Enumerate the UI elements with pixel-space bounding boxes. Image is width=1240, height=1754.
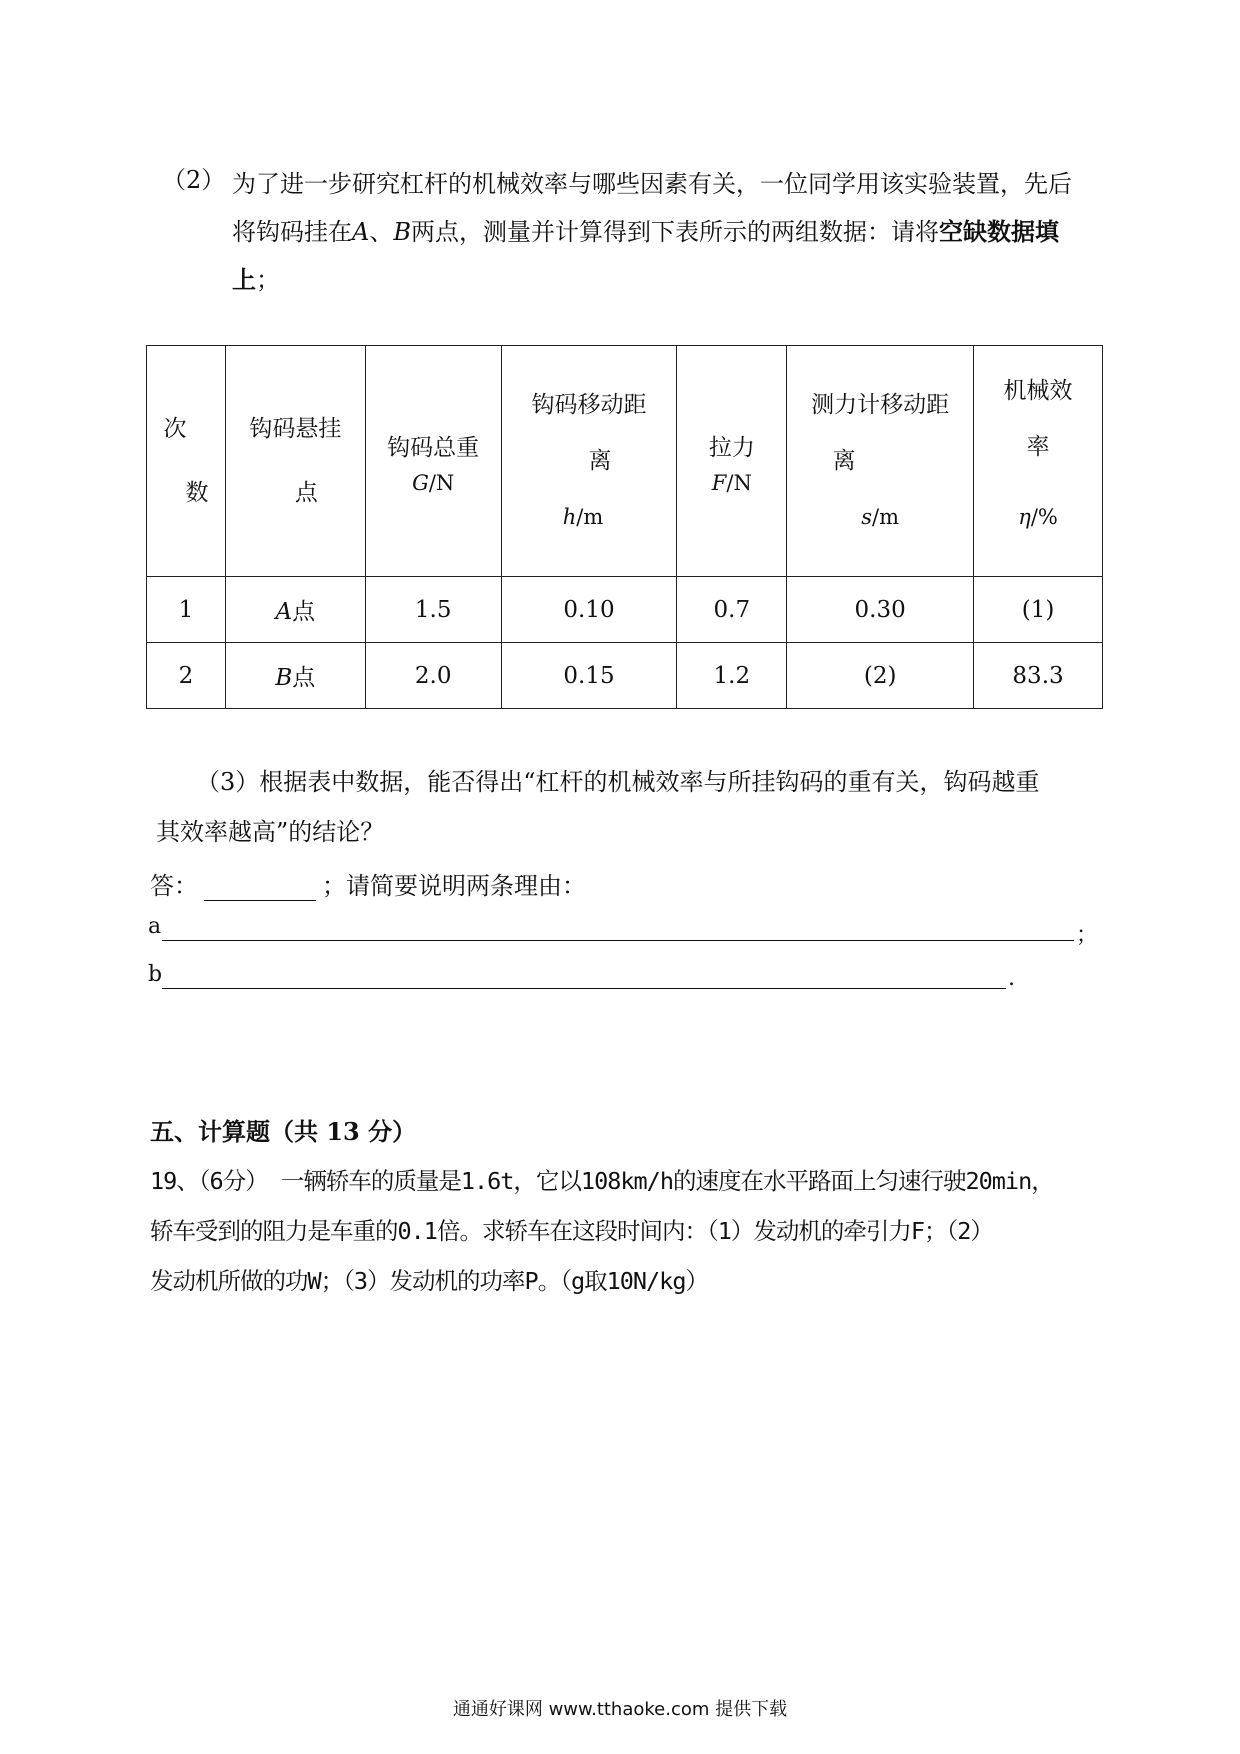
header-text: 点 <box>294 480 318 506</box>
cell-hang-point <box>225 643 365 709</box>
header-unit <box>787 489 973 545</box>
problem-19-line-2: 轿车受到的阻力是车重的0.1倍。求轿车在这段时间内：（1）发动机的牵引力F；（2） <box>150 1217 993 1245</box>
text-segment: 将钩码挂在 <box>232 218 352 246</box>
problem-19-line-1: 19、（6分） 一辆轿车的质量是1.6t，它以108km/h的速度在水平路面上匀速行驶20min， <box>150 1167 1054 1195</box>
header-text: 测力计移动距 <box>811 392 950 418</box>
cell-height: 0.15 <box>501 643 677 709</box>
header-hang-point <box>225 346 365 577</box>
unit-symbol: s <box>861 505 873 529</box>
point-text: 点 <box>292 599 316 625</box>
answer-line <box>150 866 586 901</box>
text-segment: ； <box>256 266 280 294</box>
header-text: 钩码悬挂 <box>249 416 342 442</box>
header-text: 数 <box>185 480 209 506</box>
question-3-line-1: （3）根据表中数据，能否得出“杠杆的机械效率与所挂钩码的重有关，钩码越重 <box>196 768 1040 796</box>
header-distance <box>787 346 974 577</box>
point-text: 点 <box>292 665 316 691</box>
unit-symbol: G <box>412 471 429 495</box>
bold-instruction: 上 <box>232 265 256 294</box>
header-weight <box>365 346 501 577</box>
table-header-row <box>147 346 1103 577</box>
cell-weight: 1.5 <box>365 577 501 643</box>
reason-b-end: . <box>1008 966 1015 991</box>
point-a-label: A <box>352 218 370 246</box>
header-trial <box>147 346 226 577</box>
header-text: 机械效 <box>1003 378 1073 404</box>
header-force <box>677 346 787 577</box>
problem-19-line-3: 发动机所做的功W；（3）发动机的功率P。（g取10N/kg） <box>150 1267 708 1295</box>
cell-trial: 1 <box>147 577 226 643</box>
page-footer: 通通好课网 www.tthaoke.com 提供下载 <box>452 1699 788 1720</box>
cell-distance: (2) <box>787 643 974 709</box>
text-segment: 两点，测量并计算得到下表所示的两组数据：请将 <box>410 218 939 246</box>
answer-label: 答： <box>150 872 198 900</box>
header-unit <box>712 471 752 495</box>
header-text: 离 <box>588 448 612 474</box>
header-efficiency <box>974 346 1103 577</box>
header-height <box>501 346 677 577</box>
header-text: 离 <box>832 448 856 474</box>
reason-a-label: a <box>148 914 162 939</box>
question-2-line-2 <box>232 208 1102 256</box>
cell-efficiency: 83.3 <box>974 643 1103 709</box>
header-text: 率 <box>1026 434 1050 460</box>
cell-weight: 2.0 <box>365 643 501 709</box>
question-3-line-2: 其效率越高”的结论？ <box>156 818 385 846</box>
question-2-text <box>232 160 1102 304</box>
unit-text: /N <box>726 471 752 495</box>
unit-text: /m <box>576 505 604 529</box>
question-2-number: （2） <box>162 166 226 194</box>
point-letter: A <box>275 599 293 625</box>
unit-text: /N <box>428 471 455 495</box>
experiment-data-table <box>146 345 1103 709</box>
header-text: 拉力 <box>708 435 755 461</box>
unit-text: /m <box>872 505 900 529</box>
cell-trial: 2 <box>147 643 226 709</box>
reason-b-label: b <box>148 962 163 987</box>
reason-a-blank[interactable] <box>162 940 1074 941</box>
header-unit <box>412 471 454 495</box>
header-text: 钩码总重 <box>387 435 480 461</box>
cell-distance: 0.30 <box>787 577 974 643</box>
unit-symbol: η <box>1018 505 1031 529</box>
unit-text: /% <box>1030 505 1058 529</box>
table-row <box>147 577 1103 643</box>
question-2-line-1: 为了进一步研究杠杆的机械效率与哪些因素有关，一位同学用该实验装置，先后 <box>232 170 1072 198</box>
cell-hang-point <box>225 577 365 643</box>
reason-b-blank[interactable] <box>162 988 1006 989</box>
unit-symbol: F <box>711 471 727 495</box>
table-row <box>147 643 1103 709</box>
reason-a-end: ； <box>1076 923 1099 948</box>
cell-force: 0.7 <box>677 577 787 643</box>
answer-instruction: ；请简要说明两条理由： <box>322 872 586 900</box>
header-unit <box>502 489 677 545</box>
header-unit <box>974 475 1102 559</box>
unit-symbol: h <box>562 505 577 529</box>
separator: 、 <box>369 218 394 246</box>
point-letter: B <box>275 665 293 691</box>
answer-blank[interactable] <box>204 878 316 901</box>
cell-efficiency: (1) <box>974 577 1103 643</box>
header-text: 次 <box>163 416 187 442</box>
point-b-label: B <box>393 218 411 246</box>
cell-height: 0.10 <box>501 577 677 643</box>
header-text: 钩码移动距 <box>531 392 647 418</box>
bold-instruction: 空缺数据填 <box>938 217 1059 246</box>
cell-force: 1.2 <box>677 643 787 709</box>
section-5-title: 五、计算题（共 13 分） <box>150 1117 417 1146</box>
question-2-line-3 <box>232 256 1102 304</box>
